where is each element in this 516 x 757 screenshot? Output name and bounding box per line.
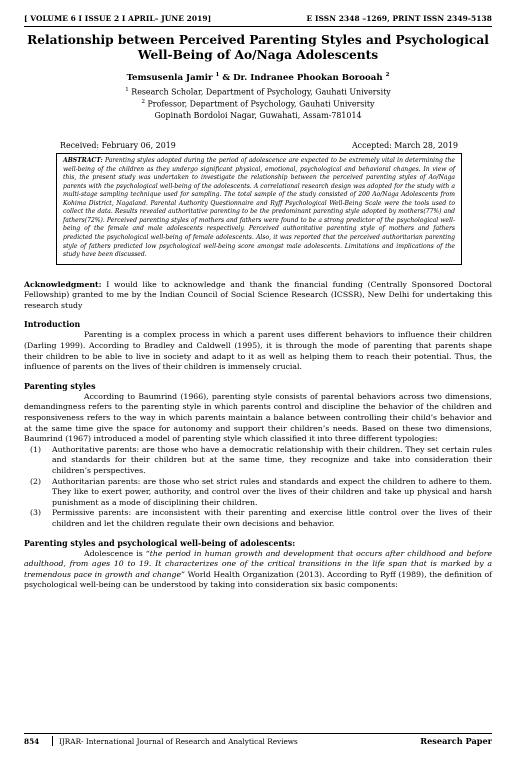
acknowledgement	[24, 280, 492, 312]
affiliation-2-sup: 2	[141, 99, 145, 106]
introduction-heading: Introduction	[24, 320, 81, 330]
list-item	[24, 445, 492, 477]
affiliation-1	[24, 85, 492, 98]
list-item-number: (2)	[30, 476, 41, 486]
pwb-heading: Parenting styles and psychological well-being of adolescents:	[24, 538, 296, 548]
affiliation-2-text: Professor, Department of Psychology, Gauhati University	[144, 100, 375, 110]
header-rule	[24, 26, 492, 27]
abstract-box	[56, 153, 462, 265]
author-1-sup: 1	[215, 72, 220, 78]
received-date: Received: February 06, 2019	[60, 141, 176, 151]
paper-page	[24, 14, 492, 591]
list-item-text: Authoritative parents: are those who have a democratic relationship with their children. They set certain rules and standards for their children but at the same time, they recognize and take into consideration their children’s perspectives.	[52, 444, 492, 475]
list-item	[24, 508, 492, 529]
abstract-text: Parenting styles adopted during the period of adolescence are expected to be extremely vital in determining the well-being of the children as they undergo significant physical, emotional, psychological and behavioral changes. In view of this, the present study was undertaken to investigate the relationship between the perceived parenting styles of Ao/Naga parents with the psychological well-being of the adolescents. A correlational research design was adopted for the study with a multi-stage sampling technique used for sampling. The total sample of the study consisted of 200 Ao/Naga Adolescents from Kohima District, Nagaland. Parental Authority Questionnaire and Ryff Psychological Well-Being Scale were the tools used to collect the data. Results revealed authoritative parenting to be the predominant parenting style adopted by mothers(77%) and fathers(72%). Perceived parenting styles of mothers and fathers were found to be a strong predictor of the psychological well-being of the female and male adolescents respectively. Perceived authoritative parenting style of mothers and fathers predicted the psychological well-being of female adolescents. Also, it was reported that the perceived authoritarian parenting style of fathers predicted low psychological well-being score amongst male adolescents. Limitations and implications of the study have been discussed.	[63, 157, 455, 259]
list-item-number: (1)	[30, 444, 41, 454]
journal-name: IJRAR- International Journal of Research and Analytical Reviews	[59, 736, 298, 746]
affiliation-2	[24, 97, 492, 110]
accepted-date: Accepted: March 28, 2019	[351, 141, 458, 151]
footer-row	[24, 736, 492, 746]
title-line-2: Well-Being of Ao/Naga Adolescents	[137, 48, 379, 62]
footer-rule	[24, 733, 492, 734]
dates-row	[24, 141, 492, 150]
running-header	[24, 14, 492, 23]
acknowledgement-label: Acknowledgment:	[24, 279, 102, 289]
page-footer	[24, 733, 492, 746]
author-2: Dr. Indranee Phookan Borooah	[233, 72, 386, 83]
list-item-number: (3)	[30, 508, 41, 518]
footer-separator	[52, 736, 53, 746]
acknowledgement-text: I would like to acknowledge and thank the financial funding (Centrally Sponsored Doctoral Fellowship) granted to me by the Indian Council of Social Science Research (ICSSR), New Delhi for undertaking this research study	[24, 279, 492, 310]
pwb-paragraph	[24, 549, 492, 591]
parenting-styles-heading: Parenting styles	[24, 381, 96, 391]
pwb-text-post: World Health Organization (2013). According to Ryff (1989), the definition of psychological well-being can be understood by taking into consideration six basic components:	[24, 569, 492, 590]
header-volume: [ VOLUME 6 I ISSUE 2 I APRIL– JUNE 2019]	[24, 14, 212, 23]
author-2-sup: 2	[385, 72, 390, 78]
introduction-paragraph: Parenting is a complex process in which a parent uses different behaviors to influence their children (Darling 1999). According to Bradley and Caldwell (1995), it is through the mode of parenting that parents shape their children to be able to live in society and adapt to it as well as helping them to reach their potential. Thus, the influence of parents on the lives of their children is immensely crucial.	[24, 330, 492, 372]
affiliations	[24, 85, 492, 121]
title-line-1: Relationship between Perceived Parenting Styles and Psychological	[27, 33, 489, 47]
pwb-text-pre: Adolescence is	[84, 548, 146, 558]
article-type: Research Paper	[420, 736, 492, 746]
header-issn: E ISSN 2348 –1269, PRINT ISSN 2349-5138	[306, 14, 492, 23]
parenting-styles-paragraph: According to Baumrind (1966), parenting style consists of parental behaviors across two dimensions, demandingness refers to the parenting style in which parents control and discipline the behavior of the children and responsiveness refers to the way in which parents maintain a balance between controlling their child’s behavior and at the same time give the space for autonomy and support their children’s needs. Based on these two dimensions, Baumrind (1967) introduced a model of parenting style which classified it into three different typologies:	[24, 391, 492, 444]
typology-list	[24, 445, 492, 530]
list-item-text: Authoritarian parents: are those who set strict rules and standards and expect the children to adhere to them. They like to exert power, authority, and control over the lives of their children and take up physical and harsh punishment as a mode of disciplining their children.	[52, 476, 492, 507]
list-item	[24, 477, 492, 509]
affiliation-address: Gopinath Bordoloi Nagar, Guwahati, Assam-781014	[154, 111, 362, 121]
paper-title	[24, 33, 492, 63]
affiliation-1-sup: 1	[125, 86, 129, 93]
list-item-text: Permissive parents: are inconsistent with their parenting and exercise little control over the lives of their children and let the children regulate their own decisions and behavior.	[52, 508, 492, 528]
author-list	[24, 72, 492, 83]
affiliation-1-text: Research Scholar, Department of Psychology, Gauhati University	[128, 87, 391, 97]
abstract-label: ABSTRACT:	[63, 157, 103, 165]
pwb-quote: “the period in human growth and development that occurs after childhood and before adulthood, from ages 10 to 19. It characterizes one of the critical transitions in the life span that is marked by a tremendous pace in growth and change”	[24, 548, 492, 579]
author-1: Temsusenla Jamir	[126, 72, 216, 83]
page-number: 854	[24, 736, 40, 746]
author-separator: &	[219, 72, 234, 83]
